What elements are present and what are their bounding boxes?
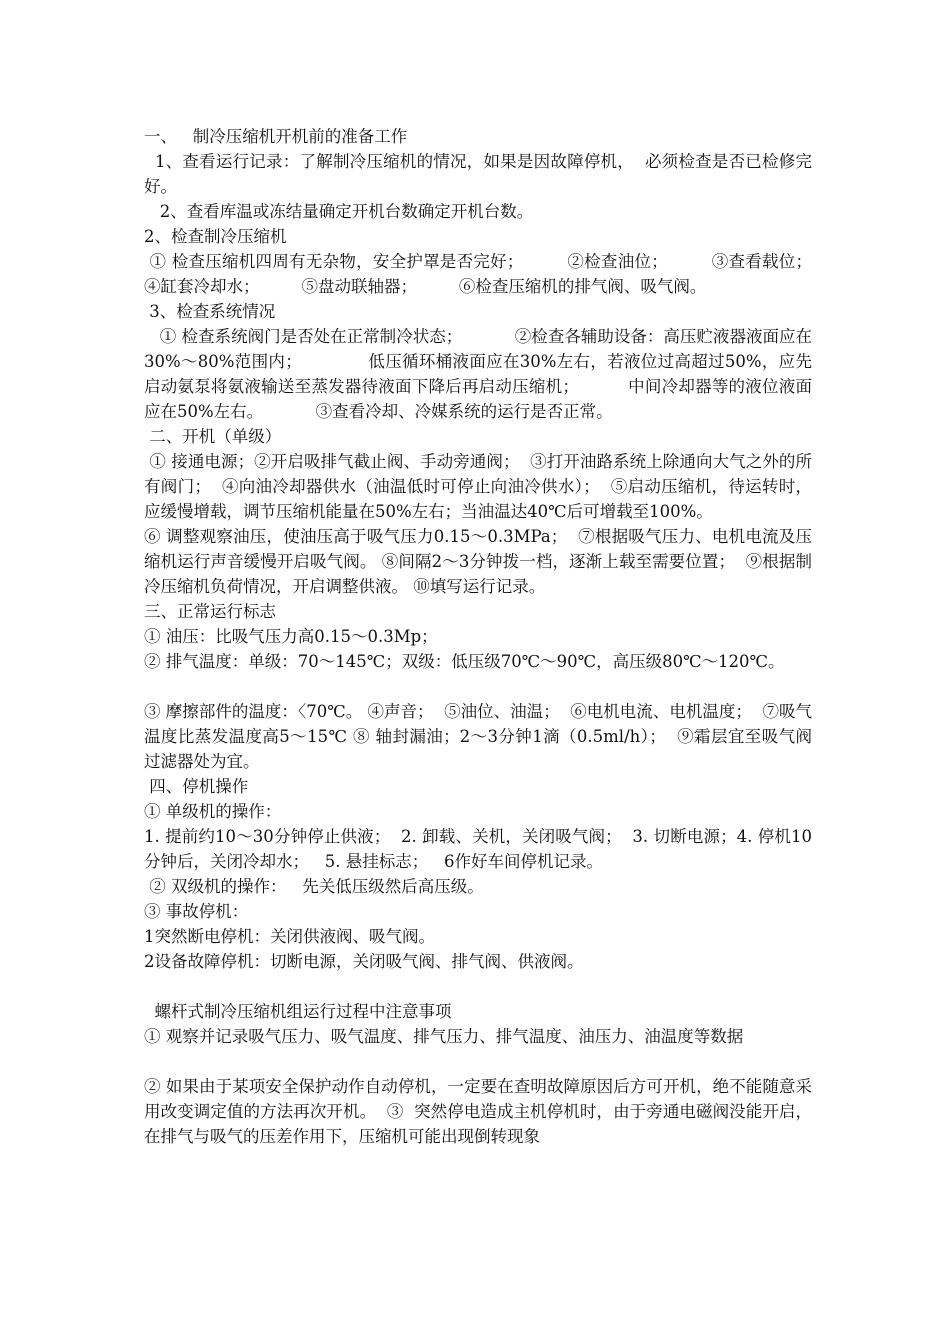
paragraph: ③ 摩擦部件的温度：〈70℃。 ④声音； ⑤油位、油温； ⑥电机电流、电机温度； ⑦吸气温度比蒸发温度高5～15℃ ⑧ 轴封漏油；2～3分钟1滴（0.5ml/h）； ⑨霜层宜至吸气阀过滤器处为宜。: [144, 702, 812, 771]
paragraph: ② 如果由于某项安全保护动作自动停机，一定要在查明故障原因后方可开机，绝不能随意采用改变调定值的方法再次开机。 ③ 突然停电造成主机停机时，由于旁通电磁阀没能开启，在排气与吸气的压差作用下，压缩机可能出现倒转现象: [144, 1077, 812, 1146]
paragraph: ① 接通电源；②开启吸排气截止阀、手动旁通阀； ③打开油路系统上除通向大气之外的所有阀门； ④向油冷却器供水（油温低时可停止向油冷供水）； ⑤启动压缩机，待运转时，应缓慢增载，调节压缩机能量在50%左右；当油温达40℃后可增载至100%。: [144, 452, 812, 521]
paragraph: ① 检查压缩机四周有无杂物，安全护罩是否完好； ②检查油位； ③查看载位； ④缸套冷却水； ⑤盘动联轴器； ⑥检查压缩机的排气阀、吸气阀。: [144, 252, 854, 296]
paragraph: 1、查看运行记录：了解制冷压缩机的情况，如果是因故障停机， 必须检查是否已检修完好。: [144, 152, 812, 196]
blank-line: [144, 674, 812, 699]
paragraph: ① 单级机的操作：: [144, 802, 282, 821]
paragraph: 1. 提前约10～30分钟停止供液； 2. 卸载、关机，关闭吸气阀； 3. 切断电源；4. 停机10分钟后，关闭冷却水； 5. 悬挂标志； 6作好车间停机记录。: [144, 827, 812, 871]
section-heading: 四、停机操作: [144, 777, 249, 796]
blank-line: [144, 974, 812, 999]
paragraph: 2、查看库温或冻结量确定开机台数确定开机台数。: [144, 202, 534, 221]
paragraph: ① 油压：比吸气压力高0.15～0.3Mp；: [144, 627, 438, 646]
paragraph: ② 排气温度：单级：70～145℃；双级：低压级70℃～90℃，高压级80℃～120℃。: [144, 652, 785, 671]
paragraph: ② 双级机的操作： 先关低压级然后高压级。: [144, 877, 484, 896]
paragraph: ③ 事故停机：: [144, 902, 249, 921]
section-heading: 二、开机（单级）: [144, 427, 282, 446]
section-heading: 一、 制冷压缩机开机前的准备工作: [144, 127, 408, 146]
blank-line: [144, 1049, 812, 1074]
paragraph: 2设备故障停机：切断电源，关闭吸气阀、排气阀、供液阀。: [144, 952, 584, 971]
section-heading: 三、正常运行标志: [144, 602, 276, 621]
section-heading: 3、检查系统情况: [144, 302, 276, 321]
paragraph: ① 观察并记录吸气压力、吸气温度、排气压力、排气温度、油压力、油温度等数据: [144, 1027, 744, 1046]
paragraph: ⑥ 调整观察油压，使油压高于吸气压力0.15～0.3MPa； ⑦根据吸气压力、电机电流及压缩机运行声音缓慢开启吸气阀。 ⑧间隔2～3分钟拨一档，逐渐上载至需要位置； ⑨根据制冷压缩机负荷情况，开启调整供液。 ⑩填写运行记录。: [144, 527, 812, 596]
document-page: [144, 124, 854, 1149]
section-heading: 2、检查制冷压缩机: [144, 227, 287, 246]
paragraph: ① 检查系统阀门是否处在正常制冷状态； ②检查各辅助设备：高压贮液器液面应在30%～80%范围内； 低压循环桶液面应在30%左右，若液位过高超过50%，应先启动氨泵将氨液输送至蒸发器待液面下降后再启动压缩机； 中间冷却器等的液位液面应在50%左右。 ③查看冷却、冷媒系统的运行是否正常。: [144, 327, 812, 421]
paragraph: 1突然断电停机：关闭供液阀、吸气阀。: [144, 927, 435, 946]
section-heading: 螺杆式制冷压缩机组运行过程中注意事项: [144, 1002, 452, 1021]
